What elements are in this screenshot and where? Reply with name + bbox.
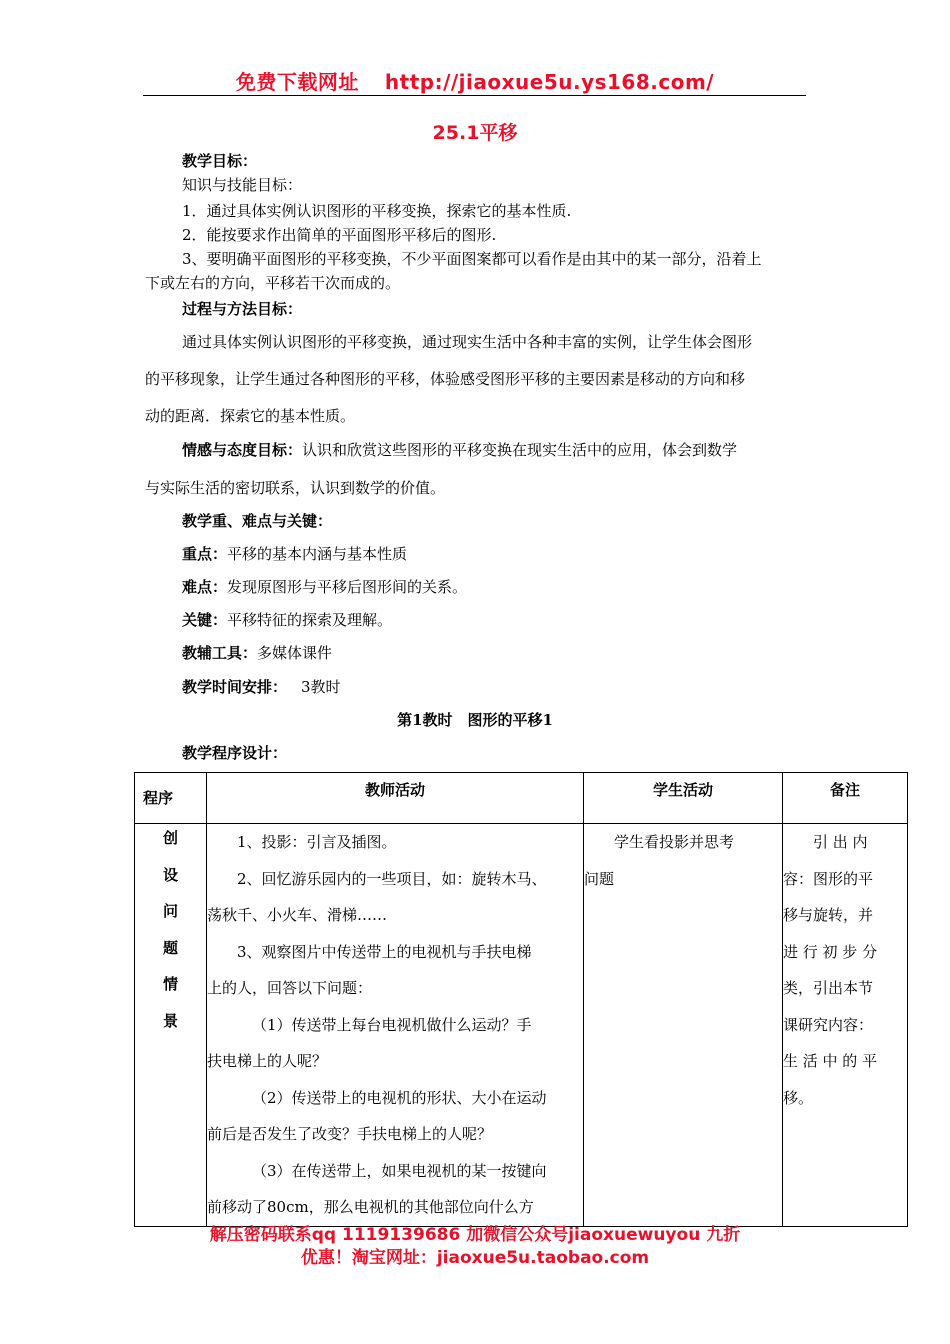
teacher-line: （2）传送带上的电视机的形状、大小在运动 <box>252 1088 547 1107</box>
knowledge-heading: 知识与技能目标： <box>182 176 303 194</box>
time-label: 教学时间安排： <box>182 678 288 696</box>
procedure-cell <box>135 824 207 1227</box>
key-text: 平移特征的探索及理解。 <box>227 611 393 629</box>
notes-line: 移与旋转，并 <box>783 906 874 924</box>
teacher-line: 上的人，回答以下问题： <box>207 979 373 997</box>
notes-cell <box>783 824 908 1227</box>
notes-line: 引 出 内 <box>813 833 868 851</box>
procedure-char: 景 <box>162 1011 178 1030</box>
process-line-2: 的平移现象，让学生通过各种图形的平移，体验感受图形平移的主要因素是移动的方向和移 <box>145 370 746 388</box>
notes-line: 生 活 中 的 平 <box>783 1052 878 1070</box>
notes-line: 移。 <box>783 1088 814 1107</box>
emotion-line-2: 与实际生活的密切联系，认识到数学的价值。 <box>145 479 446 497</box>
procedure-char: 创 <box>162 829 178 847</box>
footer-line-2[interactable]: 优惠！淘宝网址：jiaoxue5u.taobao.com <box>300 1248 650 1268</box>
program-table <box>134 772 908 1227</box>
student-line: 问题 <box>584 869 615 888</box>
student-line: 学生看投影并思考 <box>614 833 735 851</box>
header-rule <box>143 95 806 96</box>
teacher-line: 前后是否发生了改变？手扶电梯上的人呢？ <box>207 1125 493 1143</box>
teacher-line: 荡秋千、小火车、滑梯…… <box>207 906 388 924</box>
focus-row <box>182 543 407 564</box>
header-teacher: 教师活动 <box>207 773 584 824</box>
notes-line: 类，引出本节 <box>783 979 874 997</box>
objective-item-1: 1．通过具体实例认识图形的平移变换，探索它的基本性质. <box>182 202 572 220</box>
teacher-line: 前移动了80cm，那么电视机的其他部位向什么方 <box>207 1198 534 1216</box>
key-points-heading: 教学重、难点与关键： <box>182 512 333 530</box>
key-label: 关键： <box>182 611 228 629</box>
focus-text: 平移的基本内涵与基本性质 <box>227 545 408 563</box>
teacher-line: 2、回忆游乐园内的一些项目，如：旋转木马、 <box>237 869 547 888</box>
notes-line: 进 行 初 步 分 <box>783 942 878 961</box>
tools-label: 教辅工具： <box>182 644 258 662</box>
header-label: 免费下载网址 <box>235 70 359 94</box>
focus-label: 重点： <box>182 545 228 563</box>
process-line-1: 通过具体实例认识图形的平移变换，通过现实生活中各种丰富的实例，让学生体会图形 <box>182 333 753 351</box>
teacher-line: （1）传送带上每台电视机做什么运动？手 <box>252 1015 532 1034</box>
process-heading: 过程与方法目标： <box>182 300 303 318</box>
teacher-line: 扶电梯上的人呢？ <box>207 1052 328 1070</box>
teacher-line: 1、投影：引言及插图。 <box>237 833 397 851</box>
header-url[interactable]: http://jiaoxue5u.ys168.com/ <box>384 70 715 94</box>
procedure-char: 情 <box>162 975 178 993</box>
procedure-char: 设 <box>162 865 178 884</box>
procedure-char: 问 <box>162 902 178 920</box>
lesson-title: 第1教时 图形的平移1 <box>397 711 553 729</box>
header-student: 学生活动 <box>584 773 783 824</box>
key-row <box>182 609 392 630</box>
header-notes: 备注 <box>783 773 908 824</box>
objective-item-2: 2．能按要求作出简单的平面图形平移后的图形. <box>182 226 497 244</box>
teacher-line: （3）在传送带上，如果电视机的某一按键向 <box>252 1161 547 1180</box>
notes-line: 容：图形的平 <box>783 869 874 888</box>
design-heading: 教学程序设计： <box>182 744 288 762</box>
process-line-3: 动的距离．探索它的基本性质。 <box>145 407 356 425</box>
header-link[interactable] <box>0 66 950 95</box>
emotion-heading: 情感与态度目标： <box>182 441 303 459</box>
difficulty-text: 发现原图形与平移后图形间的关系。 <box>227 578 468 596</box>
procedure-char: 题 <box>162 938 178 957</box>
tools-text: 多媒体课件 <box>257 644 333 662</box>
table-header-row <box>135 773 908 824</box>
emotion-line-1 <box>182 439 737 460</box>
difficulty-row <box>182 576 467 597</box>
tools-row <box>182 642 332 663</box>
objective-item-3-line2: 下或左右的方向，平移若干次而成的。 <box>145 274 401 292</box>
footer-line-1: 解压密码联系qq 1119139686 加微信公众号jiaoxuewuyou 九折 <box>209 1225 741 1245</box>
emotion-text: 认识和欣赏这些图形的平移变换在现实生活中的应用，体会到数学 <box>302 441 738 459</box>
teacher-cell <box>207 824 584 1227</box>
student-cell <box>584 824 783 1227</box>
difficulty-label: 难点： <box>182 578 228 596</box>
time-text: 3教时 <box>301 678 341 696</box>
objective-item-3-line1: 3、要明确平面图形的平移变换，不少平面图案都可以看作是由其中的某一部分，沿着上 <box>182 250 762 268</box>
header-procedure: 程序 <box>135 773 207 824</box>
page-title: 25.1平移 <box>432 122 518 144</box>
teacher-line: 3、观察图片中传送带上的电视机与手扶电梯 <box>237 942 532 961</box>
table-row <box>135 824 908 1227</box>
time-row <box>182 676 341 697</box>
notes-line: 课研究内容： <box>783 1015 874 1034</box>
objectives-heading: 教学目标： <box>182 152 258 170</box>
